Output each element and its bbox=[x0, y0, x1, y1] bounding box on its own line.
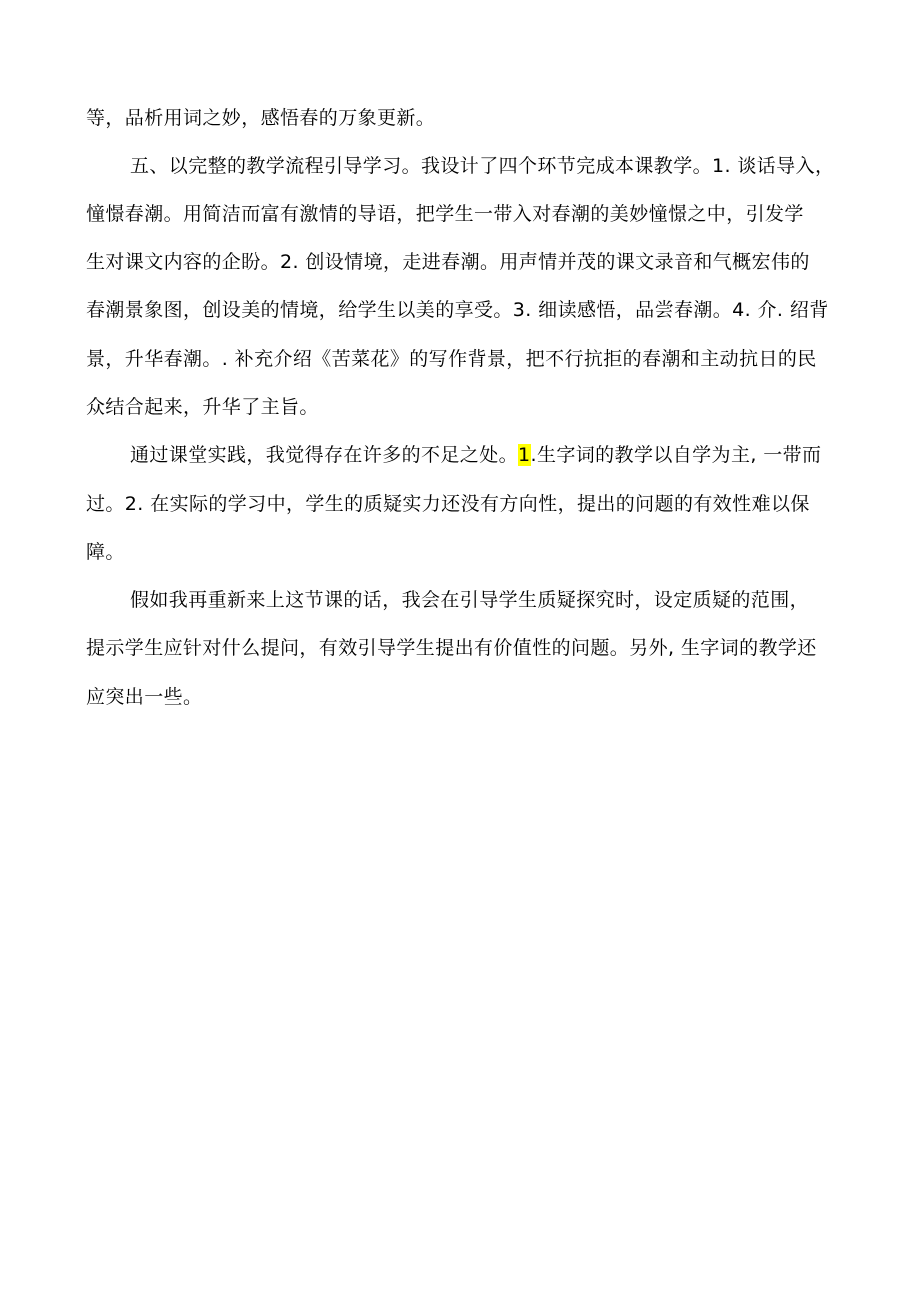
text-line: 应突出一些。 bbox=[86, 686, 203, 708]
text-line: 过。2. 在实际的学习中，学生的质疑实力还没有方向性，提出的问题的有效性难以保 bbox=[86, 493, 810, 515]
text-line bbox=[130, 441, 846, 469]
highlighted-text: 1 bbox=[518, 444, 531, 466]
text-segment: 通过课堂实践，我觉得存在许多的不足之处。 bbox=[130, 444, 519, 466]
text-line: 春潮景象图，创设美的情境，给学生以美的享受。3. 细读感悟，品尝春潮。4. 介. 绍背 bbox=[86, 299, 829, 321]
text-line: 五、以完整的教学流程引导学习。我设计了四个环节完成本课教学。1. 谈话导入， bbox=[130, 155, 835, 177]
text-line: 等，品析用词之妙，感悟春的万象更新。 bbox=[86, 107, 436, 129]
text-line: 憧憬春潮。用简洁而富有激情的导语，把学生一带入对春潮的美妙憧憬之中，引发学 bbox=[86, 203, 804, 225]
text-line: 假如我再重新来上这节课的话，我会在引导学生质疑探究时，设定质疑的范围， bbox=[130, 589, 810, 611]
text-segment: .生字词的教学以自学为主, 一带而 bbox=[530, 444, 822, 466]
text-line: 障。 bbox=[86, 541, 125, 563]
text-line: 景，升华春潮。. 补充介绍《苦菜花》的写作背景，把不行抗拒的春潮和主动抗日的民 bbox=[86, 348, 817, 370]
text-line: 众结合起来，升华了主旨。 bbox=[86, 396, 319, 418]
text-line: 提示学生应针对什么提问，有效引导学生提出有价值性的问题。另外, 生字词的教学还 bbox=[86, 637, 817, 659]
text-line: 生对课文内容的企盼。2. 创设情境，走进春潮。用声情并茂的课文录音和气概宏伟的 bbox=[86, 251, 810, 273]
